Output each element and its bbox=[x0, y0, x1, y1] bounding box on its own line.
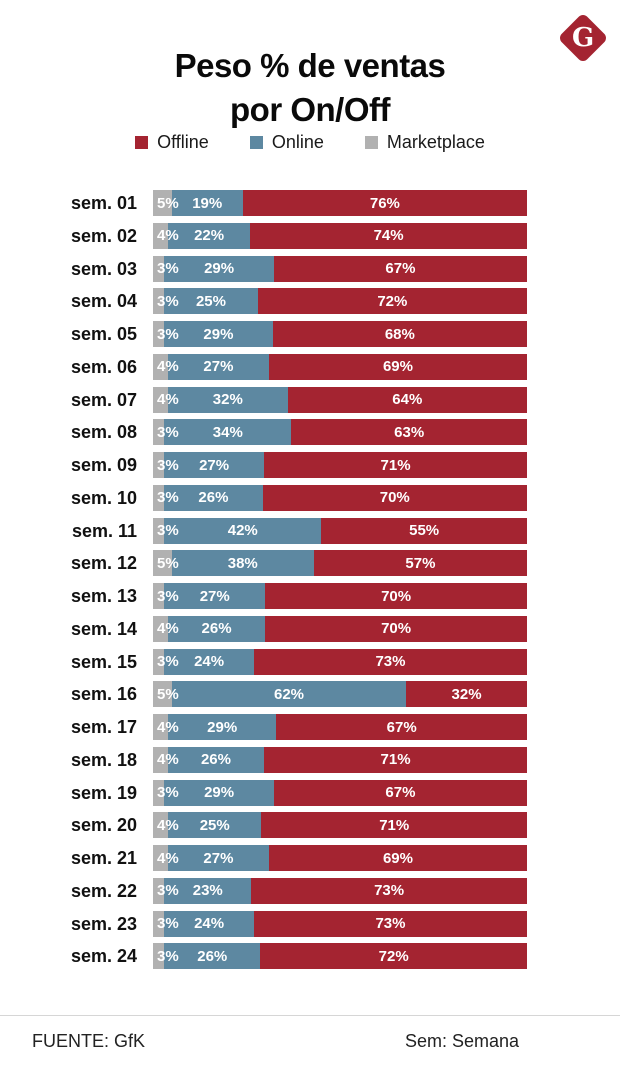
online-segment bbox=[164, 518, 321, 544]
offline-segment bbox=[264, 452, 527, 478]
category-label: sem. 21 bbox=[70, 848, 137, 868]
offline-segment bbox=[258, 288, 527, 314]
offline-value-label: 74% bbox=[373, 227, 404, 245]
online-value-label: 27% bbox=[199, 456, 230, 474]
offline-value-label: 70% bbox=[379, 489, 410, 507]
online-segment bbox=[168, 747, 264, 773]
online-value-label: 27% bbox=[203, 358, 234, 376]
chart-row bbox=[0, 780, 527, 806]
marketplace-value-label: 4% bbox=[157, 620, 179, 638]
chart-row bbox=[0, 812, 527, 838]
online-segment bbox=[164, 485, 262, 511]
offline-value-label: 70% bbox=[381, 620, 412, 638]
marketplace-value-label: 4% bbox=[157, 849, 179, 867]
category-label: sem. 11 bbox=[71, 520, 137, 541]
stacked-bar bbox=[153, 780, 527, 806]
stacked-bar bbox=[153, 354, 527, 380]
online-value-label: 26% bbox=[201, 620, 232, 638]
marketplace-value-label: 3% bbox=[157, 653, 179, 670]
online-segment bbox=[164, 321, 272, 347]
online-segment bbox=[172, 550, 314, 576]
online-value-label: 22% bbox=[194, 227, 225, 245]
chart-row bbox=[0, 419, 527, 445]
online-value-label: 25% bbox=[199, 816, 230, 834]
offline-segment bbox=[261, 812, 527, 838]
chart-row bbox=[0, 321, 527, 347]
online-segment bbox=[164, 452, 264, 478]
marketplace-value-label: 3% bbox=[157, 260, 179, 277]
offline-value-label: 64% bbox=[392, 391, 423, 408]
chart-row bbox=[0, 387, 527, 413]
stacked-bar bbox=[153, 223, 527, 249]
online-segment bbox=[168, 714, 276, 740]
offline-value-label: 73% bbox=[375, 653, 406, 670]
stacked-bar bbox=[153, 485, 527, 511]
category-label: sem. 17 bbox=[70, 717, 137, 737]
offline-segment bbox=[269, 845, 527, 871]
online-segment bbox=[164, 419, 291, 445]
marketplace-value-label: 3% bbox=[157, 522, 179, 539]
offline-value-label: 68% bbox=[384, 325, 415, 343]
online-value-label: 29% bbox=[203, 325, 234, 343]
offline-value-label: 72% bbox=[377, 292, 408, 310]
category-label: sem. 22 bbox=[70, 880, 137, 901]
chart-row bbox=[0, 223, 527, 249]
chart-row bbox=[0, 452, 527, 478]
offline-value-label: 70% bbox=[381, 587, 412, 605]
stacked-bar bbox=[153, 518, 527, 544]
online-value-label: 42% bbox=[227, 522, 258, 539]
marketplace-value-label: 4% bbox=[157, 227, 179, 245]
online-value-label: 26% bbox=[197, 947, 228, 965]
category-label: sem. 09 bbox=[70, 455, 137, 475]
offline-segment bbox=[321, 518, 527, 544]
offline-value-label: 69% bbox=[382, 358, 413, 376]
category-label: sem. 05 bbox=[70, 324, 137, 344]
marketplace-value-label: 3% bbox=[157, 325, 179, 343]
marketplace-value-label: 4% bbox=[157, 751, 179, 769]
stacked-bar bbox=[153, 550, 527, 576]
offline-segment bbox=[273, 321, 527, 347]
offline-segment bbox=[243, 190, 527, 216]
offline-segment bbox=[276, 714, 527, 740]
offline-value-label: 76% bbox=[369, 194, 400, 212]
stacked-bar bbox=[153, 845, 527, 871]
stacked-bar bbox=[153, 943, 527, 969]
marketplace-value-label: 3% bbox=[157, 947, 179, 965]
offline-segment bbox=[264, 747, 527, 773]
chart-row bbox=[0, 649, 527, 675]
chart-row bbox=[0, 583, 527, 609]
category-label: sem. 14 bbox=[70, 618, 137, 639]
category-label: sem. 12 bbox=[70, 553, 137, 574]
chart-row bbox=[0, 714, 527, 740]
online-value-label: 24% bbox=[194, 653, 225, 670]
stacked-bar bbox=[153, 190, 527, 216]
online-segment bbox=[164, 780, 274, 806]
chart-row bbox=[0, 943, 527, 969]
offline-value-label: 71% bbox=[380, 751, 411, 769]
marketplace-value-label: 3% bbox=[157, 456, 179, 474]
chart-row bbox=[0, 550, 527, 576]
category-label: sem. 13 bbox=[70, 586, 137, 606]
offline-segment bbox=[265, 583, 527, 609]
legend-swatch bbox=[135, 136, 148, 149]
offline-segment bbox=[406, 681, 527, 707]
online-value-label: 26% bbox=[200, 751, 231, 769]
stacked-bar bbox=[153, 681, 527, 707]
stacked-bar bbox=[153, 649, 527, 675]
offline-segment bbox=[288, 387, 527, 413]
offline-segment bbox=[314, 550, 527, 576]
chart-title-line2: por On/Off bbox=[230, 91, 390, 129]
marketplace-value-label: 4% bbox=[157, 816, 179, 834]
online-segment bbox=[168, 845, 269, 871]
marketplace-value-label: 3% bbox=[157, 423, 179, 441]
marketplace-value-label: 3% bbox=[157, 489, 179, 507]
offline-value-label: 57% bbox=[405, 554, 436, 572]
stacked-bar bbox=[153, 878, 527, 904]
online-value-label: 26% bbox=[198, 489, 229, 507]
marketplace-value-label: 3% bbox=[157, 882, 179, 900]
offline-segment bbox=[251, 878, 527, 904]
category-label: sem. 07 bbox=[70, 389, 137, 410]
chart-row bbox=[0, 518, 527, 544]
offline-segment bbox=[274, 780, 527, 806]
category-label: sem. 15 bbox=[70, 651, 137, 672]
marketplace-value-label: 5% bbox=[157, 194, 179, 212]
online-value-label: 29% bbox=[204, 260, 235, 277]
category-label: sem. 18 bbox=[70, 749, 137, 770]
category-label: sem. 08 bbox=[70, 422, 137, 443]
chart-row bbox=[0, 190, 527, 216]
chart-title bbox=[0, 44, 620, 132]
marketplace-value-label: 4% bbox=[157, 391, 179, 408]
marketplace-value-label: 5% bbox=[157, 685, 179, 703]
offline-segment bbox=[291, 419, 527, 445]
legend-label: Offline bbox=[157, 132, 209, 152]
footer-divider bbox=[0, 1015, 620, 1016]
marketplace-value-label: 5% bbox=[157, 554, 179, 572]
online-value-label: 32% bbox=[212, 391, 243, 408]
marketplace-value-label: 3% bbox=[157, 784, 179, 801]
offline-value-label: 71% bbox=[380, 456, 411, 474]
online-segment bbox=[168, 223, 250, 249]
category-label: sem. 03 bbox=[70, 258, 137, 279]
legend-item bbox=[365, 132, 485, 153]
legend-item bbox=[135, 132, 209, 153]
online-value-label: 29% bbox=[207, 718, 238, 736]
category-label: sem. 19 bbox=[70, 782, 137, 803]
chart-legend bbox=[0, 132, 620, 153]
offline-value-label: 55% bbox=[409, 522, 440, 539]
chart-row bbox=[0, 845, 527, 871]
marketplace-value-label: 3% bbox=[157, 292, 179, 310]
chart-row bbox=[0, 681, 527, 707]
category-label: sem. 02 bbox=[70, 225, 137, 246]
category-label: sem. 06 bbox=[70, 356, 137, 377]
offline-value-label: 67% bbox=[385, 784, 416, 801]
offline-value-label: 63% bbox=[394, 423, 425, 441]
abbreviation-note: Sem: Semana bbox=[405, 1031, 520, 1051]
category-label: sem. 10 bbox=[70, 487, 137, 508]
chart-title-line1: Peso % de ventas bbox=[174, 47, 446, 85]
chart-row bbox=[0, 878, 527, 904]
legend-item bbox=[250, 132, 324, 153]
category-label: sem. 20 bbox=[70, 815, 137, 836]
marketplace-value-label: 3% bbox=[157, 915, 179, 932]
category-label: sem. 23 bbox=[70, 913, 137, 934]
online-value-label: 27% bbox=[203, 849, 234, 867]
online-segment bbox=[164, 583, 265, 609]
stacked-bar bbox=[153, 321, 527, 347]
marketplace-value-label: 4% bbox=[157, 358, 179, 376]
legend-label: Marketplace bbox=[386, 132, 485, 152]
online-value-label: 62% bbox=[273, 685, 305, 703]
online-segment bbox=[164, 256, 274, 282]
online-value-label: 27% bbox=[199, 587, 230, 605]
online-value-label: 38% bbox=[227, 554, 258, 572]
stacked-bar bbox=[153, 812, 527, 838]
offline-segment bbox=[263, 485, 527, 511]
offline-segment bbox=[254, 911, 527, 937]
online-segment bbox=[168, 616, 265, 642]
online-value-label: 24% bbox=[194, 915, 225, 932]
offline-segment bbox=[254, 649, 527, 675]
offline-value-label: 71% bbox=[379, 816, 410, 834]
online-value-label: 23% bbox=[192, 882, 223, 900]
offline-segment bbox=[265, 616, 527, 642]
offline-segment bbox=[269, 354, 527, 380]
stacked-bar bbox=[153, 288, 527, 314]
offline-value-label: 32% bbox=[451, 685, 482, 703]
stacked-bar bbox=[153, 419, 527, 445]
offline-value-label: 67% bbox=[385, 260, 416, 277]
chart-row bbox=[0, 256, 527, 282]
offline-value-label: 72% bbox=[378, 947, 409, 965]
stacked-bar-chart bbox=[0, 190, 527, 969]
offline-segment bbox=[260, 943, 527, 969]
offline-value-label: 73% bbox=[375, 915, 406, 932]
offline-segment bbox=[250, 223, 527, 249]
online-value-label: 34% bbox=[212, 423, 243, 441]
online-segment bbox=[168, 354, 269, 380]
stacked-bar bbox=[153, 911, 527, 937]
chart-row bbox=[0, 354, 527, 380]
stacked-bar bbox=[153, 452, 527, 478]
offline-value-label: 67% bbox=[386, 718, 417, 736]
stacked-bar bbox=[153, 256, 527, 282]
offline-segment bbox=[274, 256, 527, 282]
online-value-label: 29% bbox=[204, 784, 235, 801]
marketplace-value-label: 3% bbox=[157, 587, 179, 605]
online-value-label: 19% bbox=[192, 194, 223, 212]
marketplace-value-label: 4% bbox=[157, 718, 179, 736]
category-label: sem. 16 bbox=[70, 684, 137, 705]
chart-row bbox=[0, 288, 527, 314]
source-label: FUENTE: GfK bbox=[32, 1031, 146, 1051]
offline-value-label: 69% bbox=[382, 849, 413, 867]
online-segment bbox=[172, 190, 243, 216]
online-segment bbox=[168, 812, 262, 838]
online-value-label: 25% bbox=[195, 292, 226, 310]
stacked-bar bbox=[153, 387, 527, 413]
offline-value-label: 73% bbox=[374, 882, 405, 900]
legend-swatch bbox=[250, 136, 263, 149]
stacked-bar bbox=[153, 714, 527, 740]
category-label: sem. 01 bbox=[70, 193, 137, 213]
chart-row bbox=[0, 747, 527, 773]
online-segment bbox=[172, 681, 406, 707]
stacked-bar bbox=[153, 747, 527, 773]
category-label: sem. 04 bbox=[70, 291, 137, 312]
chart-row bbox=[0, 911, 527, 937]
legend-label: Online bbox=[271, 132, 324, 152]
stacked-bar bbox=[153, 583, 527, 609]
chart-row bbox=[0, 485, 527, 511]
online-segment bbox=[168, 387, 288, 413]
legend-swatch bbox=[365, 136, 378, 149]
logo-letter-g: G bbox=[571, 23, 595, 53]
chart-row bbox=[0, 616, 527, 642]
category-label: sem. 24 bbox=[70, 946, 137, 967]
stacked-bar bbox=[153, 616, 527, 642]
